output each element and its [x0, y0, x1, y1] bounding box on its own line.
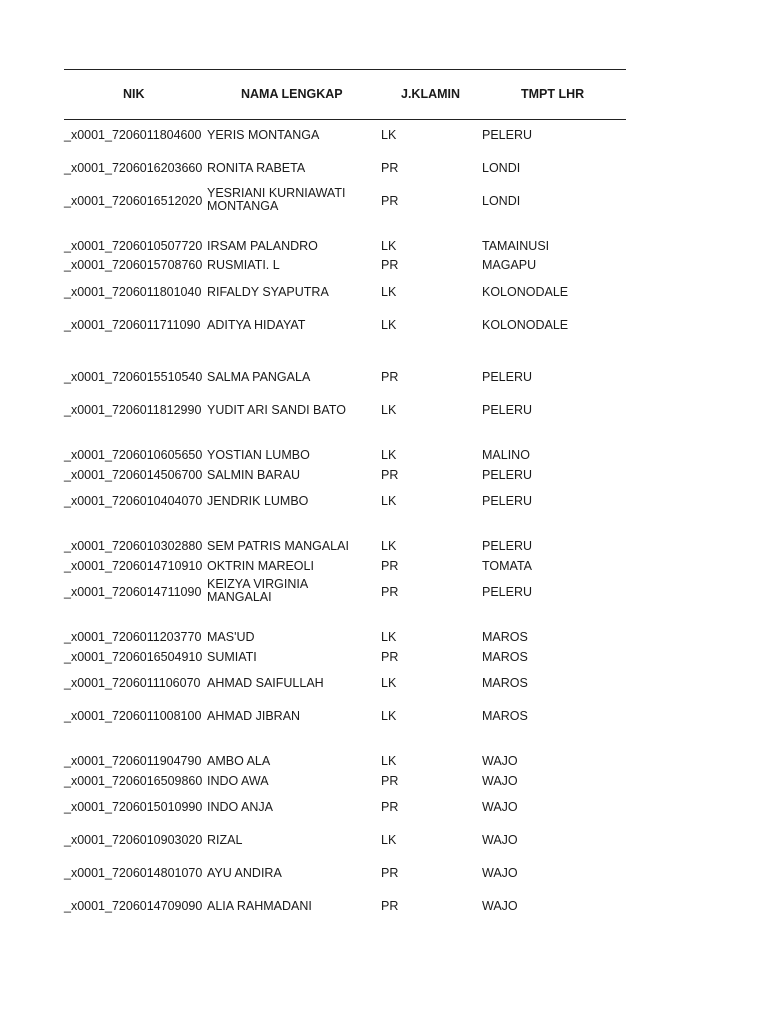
nik-cell: _x0001_7206014711090 — [64, 585, 202, 599]
nama-cell: YERIS MONTANGA — [207, 128, 320, 142]
jk-cell: PR — [381, 899, 399, 913]
tempat-cell: WAJO — [482, 833, 518, 847]
jk-cell: PR — [381, 774, 399, 788]
jk-cell: LK — [381, 494, 397, 508]
tempat-cell: PELERU — [482, 585, 533, 599]
tempat-cell: MAROS — [482, 630, 528, 644]
jk-cell: LK — [381, 709, 397, 723]
nik-cell: _x0001_7206016509860 — [64, 774, 203, 788]
top-rule — [64, 69, 626, 70]
jk-cell: LK — [381, 128, 397, 142]
jk-cell: PR — [381, 866, 399, 880]
tempat-cell: MAROS — [482, 650, 528, 664]
jk-cell: PR — [381, 800, 399, 814]
nik-cell: _x0001_7206011801040 — [64, 285, 202, 299]
nama-cell: YESRIANI KURNIAWATI MONTANGA — [207, 186, 346, 213]
tempat-cell: LONDI — [482, 194, 521, 208]
nik-cell: _x0001_7206015708760 — [64, 258, 203, 272]
header-tempat: TMPT LHR — [521, 87, 585, 101]
jk-cell: PR — [381, 258, 399, 272]
tempat-cell: PELERU — [482, 370, 533, 384]
jk-cell: LK — [381, 239, 397, 253]
nama-cell: AHMAD JIBRAN — [207, 709, 301, 723]
nama-cell: INDO ANJA — [207, 800, 273, 814]
tempat-cell: MAGAPU — [482, 258, 537, 272]
nama-cell: RONITA RABETA — [207, 161, 306, 175]
tempat-cell: LONDI — [482, 161, 521, 175]
tempat-cell: TOMATA — [482, 559, 532, 573]
tempat-cell: KOLONODALE — [482, 285, 569, 299]
nik-cell: _x0001_7206015510540 — [64, 370, 203, 384]
nama-cell: IRSAM PALANDRO — [207, 239, 318, 253]
nik-cell: _x0001_7206014801070 — [64, 866, 203, 880]
nama-cell: AMBO ALA — [207, 754, 271, 768]
nik-cell: _x0001_7206014709090 — [64, 899, 203, 913]
nama-cell: SALMA PANGALA — [207, 370, 311, 384]
nik-cell: _x0001_7206014506700 — [64, 468, 203, 482]
tempat-cell: KOLONODALE — [482, 318, 569, 332]
jk-cell: LK — [381, 318, 397, 332]
tempat-cell: PELERU — [482, 468, 533, 482]
tempat-cell: PELERU — [482, 128, 533, 142]
nama-cell: MAS'UD — [207, 630, 255, 644]
jk-cell: PR — [381, 370, 399, 384]
jk-cell: LK — [381, 403, 397, 417]
jk-cell: LK — [381, 285, 397, 299]
nik-cell: _x0001_7206010404070 — [64, 494, 203, 508]
nik-cell: _x0001_7206016203660 — [64, 161, 203, 175]
nik-cell: _x0001_7206011106070 — [64, 676, 201, 690]
tempat-cell: PELERU — [482, 494, 533, 508]
nik-cell: _x0001_7206010507720 — [64, 239, 203, 253]
nik-cell: _x0001_7206011904790 — [64, 754, 202, 768]
tempat-cell: WAJO — [482, 800, 518, 814]
jk-cell: PR — [381, 585, 399, 599]
jk-cell: LK — [381, 630, 397, 644]
tempat-cell: PELERU — [482, 539, 533, 553]
nik-cell: _x0001_7206011008100 — [64, 709, 202, 723]
nama-cell: RIZAL — [207, 833, 243, 847]
nik-cell: _x0001_7206011804600 — [64, 128, 202, 142]
nik-cell: _x0001_7206014710910 — [64, 559, 203, 573]
tempat-cell: PELERU — [482, 403, 533, 417]
jk-cell: PR — [381, 559, 399, 573]
nik-cell: _x0001_7206016512020 — [64, 194, 203, 208]
nama-cell: KEIZYA VIRGINIA MANGALAI — [207, 577, 308, 604]
tempat-cell: WAJO — [482, 866, 518, 880]
nik-cell: _x0001_7206011203770 — [64, 630, 202, 644]
nik-cell: _x0001_7206010302880 — [64, 539, 203, 553]
tempat-cell: WAJO — [482, 774, 518, 788]
nama-cell: YOSTIAN LUMBO — [207, 448, 310, 462]
jk-cell: PR — [381, 194, 399, 208]
nik-cell: _x0001_7206015010990 — [64, 800, 203, 814]
nik-cell: _x0001_7206011812990 — [64, 403, 202, 417]
nama-cell: SALMIN BARAU — [207, 468, 301, 482]
nama-cell: AYU ANDIRA — [207, 866, 282, 880]
tempat-cell: WAJO — [482, 754, 518, 768]
nama-cell: RUSMIATI. L — [207, 258, 280, 272]
jk-cell: LK — [381, 539, 397, 553]
nama-cell: SEM PATRIS MANGALAI — [207, 539, 349, 553]
tempat-cell: MALINO — [482, 448, 530, 462]
header-nik: NIK — [123, 87, 145, 101]
jk-cell: LK — [381, 754, 397, 768]
nama-cell: AHMAD SAIFULLAH — [207, 676, 324, 690]
nama-cell: INDO AWA — [207, 774, 269, 788]
jk-cell: PR — [381, 161, 399, 175]
tempat-cell: MAROS — [482, 676, 528, 690]
header-rule — [64, 119, 626, 120]
jk-cell: LK — [381, 448, 397, 462]
jk-cell: PR — [381, 468, 399, 482]
tempat-cell: MAROS — [482, 709, 528, 723]
nama-cell: ADITYA HIDAYAT — [207, 318, 306, 332]
nik-cell: _x0001_7206010605650 — [64, 448, 203, 462]
nik-cell: _x0001_7206016504910 — [64, 650, 203, 664]
nama-cell: SUMIATI — [207, 650, 257, 664]
header-nama: NAMA LENGKAP — [241, 87, 343, 101]
nama-cell: OKTRIN MAREOLI — [207, 559, 314, 573]
nik-cell: _x0001_7206010903020 — [64, 833, 203, 847]
jk-cell: LK — [381, 833, 397, 847]
tempat-cell: WAJO — [482, 899, 518, 913]
nama-cell: YUDIT ARI SANDI BATO — [207, 403, 346, 417]
jk-cell: PR — [381, 650, 399, 664]
nama-cell: RIFALDY SYAPUTRA — [207, 285, 329, 299]
jk-cell: LK — [381, 676, 397, 690]
nama-cell: ALIA RAHMADANI — [207, 899, 312, 913]
nama-cell: JENDRIK LUMBO — [207, 494, 309, 508]
header-jk: J.KLAMIN — [401, 87, 461, 101]
nik-cell: _x0001_7206011711090 — [64, 318, 201, 332]
tempat-cell: TAMAINUSI — [482, 239, 550, 253]
